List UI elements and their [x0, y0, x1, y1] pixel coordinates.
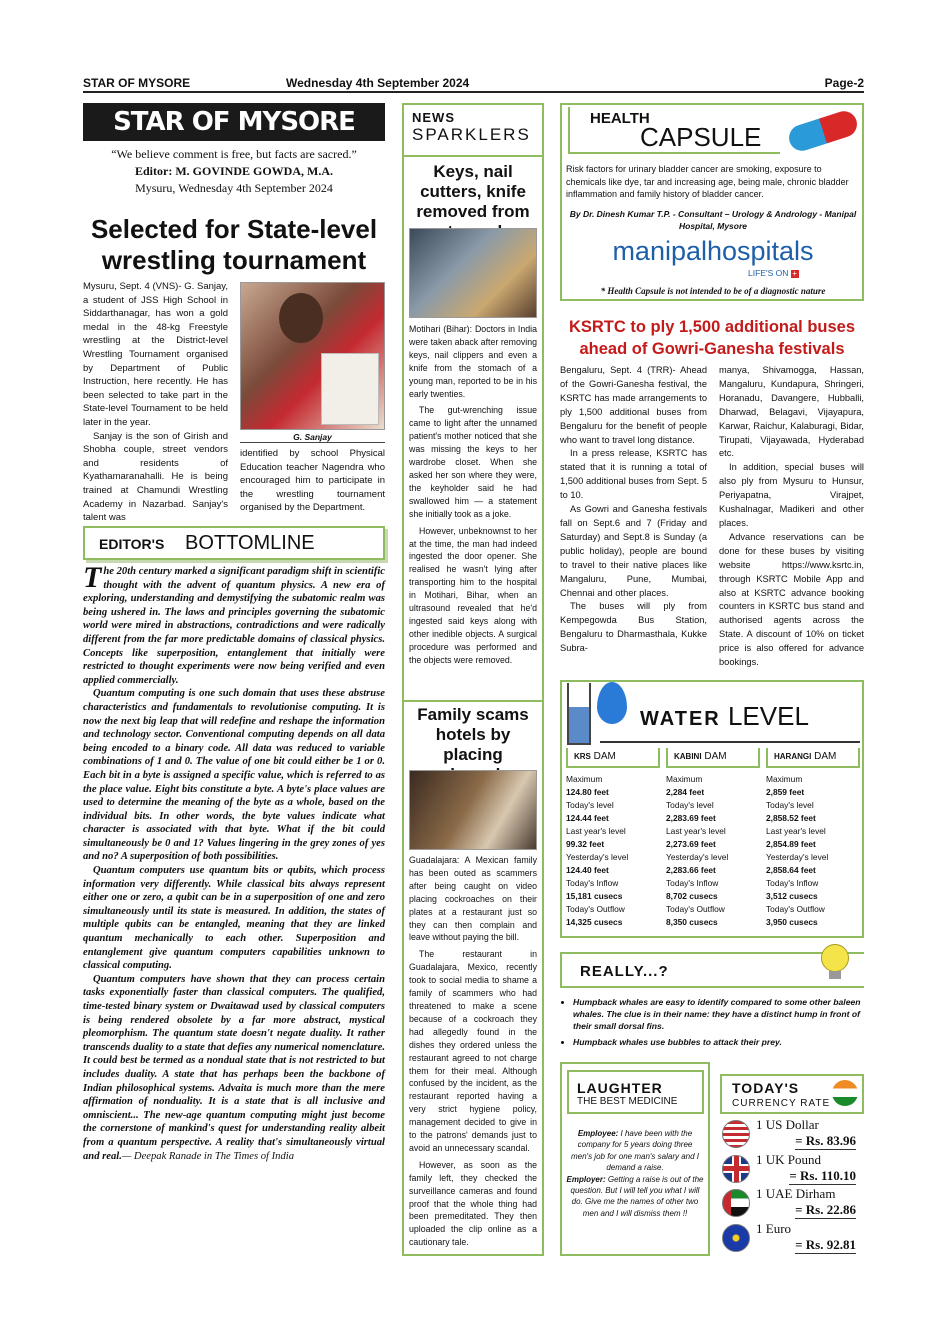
dam-label: Today's Inflow — [766, 878, 819, 888]
dam-value: 8,702 cusecs — [666, 891, 718, 901]
dam-grid — [566, 748, 860, 936]
really-item: • Humpback whales use bubbles to attack their prey. — [573, 1036, 864, 1048]
dam-value: 124.40 feet — [566, 865, 609, 875]
ksrtc-para: Bengaluru, Sept. 4 (TRR)- Ahead of the Gowri-Ganesha festival, the KSRTC has made arrangements to ply 1,500 additional buses from Bengaluru for the benefit of people who want to travel long distance. — [560, 365, 707, 445]
eu-flag-icon — [722, 1224, 750, 1252]
health-body: Risk factors for urinary bladder cancer are smoking, exposure to chemicals like dye, tar and increasing age, being male, chronic bladder inflammation and family history of bladder cancer. — [566, 164, 849, 199]
dam-label: Today's Outflow — [566, 904, 625, 914]
sanjay-photo — [240, 282, 385, 430]
sparklers-label-2: SPARKLERS — [412, 125, 531, 144]
dam-label: Today's Inflow — [566, 878, 619, 888]
dam-label: Today's level — [766, 800, 814, 810]
gauge-icon — [567, 683, 591, 745]
sparkler-para: However, unbeknownst to her at the time, the man had indeed ingested the door opener. She realised he wasn't lying after transporting him to the hospital in Motihari, Bihar, when an ultrasound revealed that he'd ingested said keys along with other inedible objects. A surgical procedure was performed and the objects were removed. — [409, 525, 537, 665]
dam-label: Yesterday's level — [566, 852, 629, 862]
dam-column — [766, 748, 860, 929]
photo-caption: G. Sanjay — [240, 432, 385, 443]
joke-speaker: Employer: — [566, 1174, 606, 1184]
dam-value: 2,273.69 feet — [666, 839, 716, 849]
editorial-para: Quantum computers use quantum bits or qubits, which process information very differently. While classical bits always represent either one or zero, a qubit can be in a superposition of one and zero simultaneously until its state is measured. In addition, the states of multiple qubits can be entangled, meaning that they are linked quantum mechanically to each other. Superposition and entanglement give quantum computers capabilities unknown to classical computing. — [83, 865, 385, 972]
dam-label: Today's Outflow — [666, 904, 725, 914]
currency-row — [722, 1186, 860, 1220]
divider — [720, 1112, 864, 1114]
dam-value: 124.44 feet — [566, 813, 609, 823]
sparkler-headline-2: Family scams hotels by placing — [417, 705, 529, 764]
sparkler-2-body — [409, 854, 537, 1249]
currency-row — [722, 1117, 860, 1151]
dam-value: 2,859 feet — [766, 787, 805, 797]
dam-value: 2,858.52 feet — [766, 813, 816, 823]
dam-value: 2,858.64 feet — [766, 865, 816, 875]
dam-label: Maximum — [566, 774, 603, 784]
health-label-1: HEALTH — [590, 110, 650, 127]
ksrtc-headline: KSRTC to ply 1,500 additional buses ahead of Gowri-Ganesha festivals — [568, 318, 856, 358]
wave-line — [600, 733, 860, 743]
editorial-para: Quantum computing is one such domain that uses these abstruse characteristics and fundamentals to revolutionise computing. It is now the next big leap that will redefine and reshape the information and technology sector. Conventional computing depends on all data being encoded to a binary code. All data was reduced to variable combinations of 1 and 0. The value of one bit could either be 1 or 0. Each bit in a byte is assigned a specific value, which is referred to as the place value. Eight bits constitute a byte. A byte's place values are used to determine the meaning of the byte as a whole, based on the individual bits. In other words, the byte values indicate what character is associated with that byte. What if the bit could simultaneously be 0 and 1? Values lingering in the grey zones of yes and no? A superposition of both possibilities. — [83, 688, 385, 863]
india-flag-icon — [832, 1080, 858, 1106]
us-flag-icon — [722, 1120, 750, 1148]
editor-line: Editor: M. GOVINDE GOWDA, M.A. — [135, 164, 333, 178]
editorial-para: he 20th century marked a significant paradigm shift in scientific thought with the advent of quantum physics. A new era of exploring, understanding and demystifying the subatomic realm was being ushered in. The laws and principles governing the subatomic world were mired in abstractions, contradictions and were radically different from the far more predictable domains of classical physics. Concepts like superposition, entanglement that initially were restricted to thought experiments were now being verified and even applied commercially. — [83, 566, 385, 686]
dam-name: KABINI DAM — [666, 748, 760, 768]
dam-label: Maximum — [766, 774, 803, 784]
lead-col-1 — [83, 280, 228, 525]
dam-column — [666, 748, 760, 929]
health-byline: By Dr. Dinesh Kumar T.P. - Consultant – Urology & Andrology - Manipal Hospital, Mysore — [569, 209, 857, 231]
lead-para: Sanjay is the son of Girish and Shobha couple, street vendors and residents of Kyathamaranahalli. He is being trained at Chamundi Wrestling Academy in Nazarbad. Sanjay's talent was — [83, 430, 228, 524]
dam-value: 124.80 feet — [566, 787, 609, 797]
editor-box-header — [83, 526, 385, 560]
currency-title: TODAY'S — [732, 1080, 800, 1096]
laughter-title: LAUGHTER — [577, 1080, 663, 1096]
uk-flag-icon — [722, 1155, 750, 1183]
dam-value: 2,283.69 feet — [666, 813, 716, 823]
health-label-2: CAPSULE — [640, 122, 762, 152]
editor-title-rest: BOTTOMLINE — [185, 532, 315, 554]
currency-header — [720, 1074, 864, 1114]
currency-row — [722, 1221, 860, 1255]
ksrtc-para: The buses will ply from Kempegowda Bus Station, Bengaluru to Dharmasthala, Kukke Subra- — [560, 601, 707, 654]
water-drop-icon — [597, 682, 627, 724]
sparkler-para: However, as soon as the family left, they checked the surveillance cameras and found proof that the whole thing had been premeditated. They then uploaded the clip online as a cautionary tale. — [409, 1159, 537, 1248]
ksrtc-para: Advance reservations can be done for these buses by visiting website https://www.ksrtc.in, through KSRTC Mobile App and also at KSRTC advance booking counters in KSRTC bus stand and authorised agents across the State. A discount of 10% on ticket price is also offered for advance bookings. — [719, 531, 864, 668]
sparkler-para: Guadalajara: A Mexican family has been outed as scammers after being caught on video placing cockroaches on their plates at a restaurant just so they can then complain and leave without paying the bill. — [409, 855, 537, 943]
really-item: • Humpback whales are easy to identify compared to some other baleen whales. The clue is in their name: they have a distinct hump in front of their small dorsal fins. — [573, 996, 864, 1032]
dam-label: Today's Inflow — [666, 878, 719, 888]
joke-line: I have been with the company for 5 years doing three men's job for one man's salary and I demand a raise. — [570, 1129, 699, 1173]
editorial-credit: — Deepak Ranade in The Times of India — [121, 1150, 294, 1162]
water-title-1: WATER — [640, 708, 721, 730]
dam-value: 14,325 cusecs — [566, 917, 623, 927]
masthead: STAR OF MYSORE — [83, 103, 385, 141]
really-title: REALLY...? — [580, 963, 669, 980]
currency-name: 1 UK Pound — [756, 1151, 822, 1167]
dam-value: 3,512 cusecs — [766, 891, 818, 901]
currency-name: 1 US Dollar — [756, 1117, 819, 1132]
water-title — [640, 701, 809, 732]
currency-rows — [720, 1117, 864, 1257]
motto: “We believe comment is free, but facts are sacred.” — [111, 147, 357, 161]
lead-col-2: identified by school Physical Education teacher Nagendra who encouraged him to participate in the wrestling tournament organised by the Department. — [240, 448, 385, 514]
currency-name: 1 UAE Dirham — [756, 1186, 836, 1201]
currency-value: = Rs. 22.86 — [795, 1202, 856, 1217]
masthead-info — [83, 146, 385, 197]
dam-label: Yesterday's level — [666, 852, 729, 862]
water-title-2: LEVEL — [720, 701, 809, 731]
divider — [402, 155, 544, 157]
sparkler-para: The gut-wrenching issue came to light after the unnamed patient's mother noticed that she was missing the keys to her wardrobe closet. When she asked her son where they were, the keyholder said he had swallowed him — a statement she initially took as a joke. — [409, 405, 537, 519]
editorial-body — [83, 561, 385, 1163]
health-label — [568, 107, 780, 154]
drop-cap: T — [83, 561, 102, 594]
dam-value: 2,854.89 feet — [766, 839, 816, 849]
dam-label: Last year's level — [566, 826, 626, 836]
really-list — [562, 996, 864, 1052]
laughter-sub: THE BEST MEDICINE — [577, 1096, 678, 1107]
pill-icon — [780, 108, 860, 154]
lightbulb-icon — [817, 944, 853, 984]
restaurant-photo — [409, 770, 537, 850]
editorial-para: Quantum computers have shown that they can process certain tasks exponentially faster than classical computers. The qualified, time-tested binary system or Dwaitawad used by classical computers is being rendered obsolete by a far more abstract, mystical pleomorphism. The quantum state doesn't negate duality. It rather transcends duality to a state that defies any numerical nomenclature. It could best be termed as a nondual state that is not restricted to but includes duality. A state that has perhaps been the backbone of Indian philosophical systems. Advaita is much more than the mere affirmation of nonduality. It is a state that is all inclusive and omniscient... The new-age quantum computing might just become the cornerstone of mankind's quest for understanding reality albeit from a quantum perspective. A reality that's simultaneously virtual and real. — [83, 973, 385, 1162]
editor-title-bold: EDITOR'S — [99, 536, 165, 552]
dam-name: KRS DAM — [566, 748, 660, 768]
page-header — [83, 75, 864, 93]
divider — [402, 700, 544, 702]
dam-value: 99.32 feet — [566, 839, 605, 849]
dam-label: Today's level — [566, 800, 614, 810]
ksrtc-col-2 — [719, 364, 864, 670]
sparkler-1-body — [409, 323, 537, 667]
dam-value: 8,350 cusecs — [666, 917, 718, 927]
dateline: Mysuru, Wednesday 4th September 2024 — [135, 181, 333, 195]
laughter-header — [567, 1070, 704, 1114]
lead-para: Mysuru, Sept. 4 (VNS)- G. Sanjay, a student of JSS High School in Siddarthanagar, has won a gold medal in the 48-kg Freestyle wrestling at the District-level Wrestling Tournament organised by Department of Public Instruction, here recently. He has been selected to take part in the State-level Tournament to be held later in the year. — [83, 281, 228, 428]
dam-label: Maximum — [666, 774, 703, 784]
sparkler-para: The restaurant in Guadalajara, Mexico, recently took to social media to shame a family of scammers who had threatened to make a scene because of a cockroach they had allegedly found in the dishes they ordered unless the restaurant agreed to not charge them for their meal. Although confused by the incident, as the restaurant reported having a very strict hygiene policy, management decided to give in to the patrons' demands just to avoid an unnecessary scandal. — [409, 949, 537, 1153]
dam-value: 15,181 cusecs — [566, 891, 623, 901]
dam-label: Yesterday's level — [766, 852, 829, 862]
keys-photo — [409, 228, 537, 318]
page-number: Page-2 — [824, 76, 864, 90]
dam-label: Last year's level — [666, 826, 726, 836]
currency-value: = Rs. 110.10 — [789, 1167, 856, 1183]
paper-name: STAR OF MYSORE — [83, 76, 191, 90]
manipal-logo: manipalhospitals — [612, 236, 814, 266]
currency-sub: CURRENCY RATE — [732, 1098, 831, 1109]
ksrtc-para: manya, Shivamogga, Hassan, Mangaluru, Kundapura, Shringeri, Horanadu, Davangere, Hubballi, Dharwad, Belagavi, Vijayapura, Karwar, Raichur, Kalaburagi, Bidar, Tirupati, Vijayawada, Hyderabad etc. — [719, 365, 864, 459]
header-date: Wednesday 4th September 2024 — [286, 76, 470, 90]
sparkler-headline-1: Keys, nail cutters, knife removed from — [416, 162, 530, 221]
uae-flag-icon — [722, 1189, 750, 1217]
joke-speaker: Employee: — [577, 1129, 619, 1138]
ksrtc-col-1 — [560, 364, 707, 656]
sparklers-label-1: NEWS — [412, 110, 455, 125]
currency-name: 1 Euro — [756, 1220, 792, 1236]
currency-value: = Rs. 92.81 — [795, 1236, 856, 1252]
dam-label: Today's level — [666, 800, 714, 810]
dam-value: 2,283.66 feet — [666, 865, 716, 875]
dam-label: Today's Outflow — [766, 904, 825, 914]
dam-name: HARANGI DAM — [766, 748, 860, 768]
health-note: * Health Capsule is not intended to be of a diagnostic nature — [600, 286, 826, 296]
ksrtc-para: As Gowri and Ganesha festivals fall on Sept.6 and 7 (Friday and Saturday) and Sept.8 is Sunday (a public holiday), people are bound to travel to their native places like Mangaluru, Pune, Mumbai, Chennai and other places. — [560, 504, 707, 598]
joke-line: Getting a raise is out of the question. But I will tell you what I will do. Give me the names of other two men and I will dismiss them !! — [570, 1174, 704, 1218]
currency-row — [722, 1152, 860, 1186]
manipal-tagline: LIFE'S ON + — [748, 268, 798, 278]
dam-label: Last year's level — [766, 826, 826, 836]
ksrtc-para: In a press release, KSRTC has stated that it is running a total of 1,500 additional buses from Sept. 5 to 10. — [560, 448, 707, 501]
dam-value: 3,950 cusecs — [766, 917, 818, 927]
laughter-joke — [566, 1128, 704, 1219]
sparkler-para: Motihari (Bihar): Doctors in India were taken aback after removing keys, nail clippers and even a knife from the stomach of a young man, reported to be in his early twenties. — [409, 324, 537, 399]
ksrtc-para: In addition, special buses will also ply from Mysuru to Hunsur, Periyapatna, Virajpet, Kushalnagar, Madikeri and other places. — [719, 462, 864, 528]
sparklers-label — [412, 110, 531, 145]
dam-value: 2,284 feet — [666, 787, 705, 797]
lead-headline: Selected for State-level wrestling tournament — [90, 214, 378, 275]
currency-value: = Rs. 83.96 — [795, 1133, 856, 1148]
dam-column — [566, 748, 660, 929]
